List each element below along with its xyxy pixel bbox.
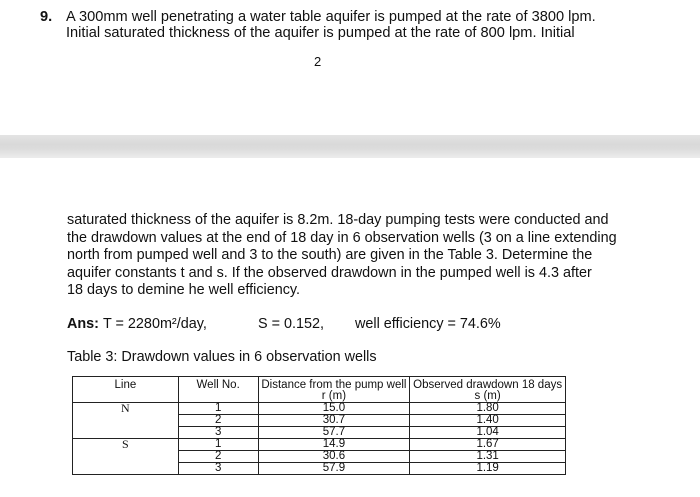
answer-label: Ans:	[67, 316, 99, 332]
continuation-line: saturated thickness of the aquifer is 8.2m. 18-day pumping tests were conducted and	[67, 212, 609, 228]
drawdown-cell: 1.04	[410, 427, 566, 439]
well-cell: 1	[178, 439, 258, 451]
drawdown-cell: 1.40	[410, 415, 566, 427]
answer-s-value: S = 0.152,	[258, 316, 325, 332]
table-row	[73, 403, 566, 415]
line-cell-n: N	[73, 403, 179, 439]
line-cell-s: S	[73, 439, 179, 475]
header-drawdown: Observed drawdown 18 days s (m)	[410, 377, 566, 403]
header-line: Line	[73, 377, 179, 403]
distance-cell: 30.6	[258, 451, 410, 463]
drawdown-cell: 1.80	[410, 403, 566, 415]
drawdown-table	[72, 376, 566, 475]
well-cell: 1	[178, 403, 258, 415]
distance-cell: 14.9	[258, 439, 410, 451]
well-cell: 3	[178, 427, 258, 439]
question-number: 9.	[40, 9, 53, 25]
distance-cell: 57.9	[258, 463, 410, 475]
distance-cell: 30.7	[258, 415, 410, 427]
question-line-2: Initial saturated thickness of the aquifer is pumped at the rate of 800 lpm. Initial	[66, 25, 575, 41]
answer-t-value: T = 2280m²/day,	[103, 316, 207, 332]
continuation-line: aquifer constants t and s. If the observed drawdown in the pumped well is 4.3 after	[67, 264, 592, 281]
header-well-no: Well No.	[178, 377, 258, 403]
continuation-line: north from pumped well and 3 to the south) are given in the Table 3. Determine the	[67, 247, 593, 264]
answer-efficiency: well efficiency = 74.6%	[355, 316, 501, 332]
continuation-line: 18 days to demine he well efficiency.	[67, 282, 301, 299]
drawdown-cell: 1.67	[410, 439, 566, 451]
distance-cell: 57.7	[258, 427, 410, 439]
header-distance: Distance from the pump well r (m)	[258, 377, 410, 403]
page-separator	[0, 135, 700, 158]
table-row	[73, 439, 566, 451]
question-continuation	[67, 212, 627, 300]
continuation-line: the drawdown values at the end of 18 day in 6 observation wells (3 on a line extending	[67, 229, 617, 246]
drawdown-cell: 1.19	[410, 463, 566, 475]
well-cell: 2	[178, 415, 258, 427]
drawdown-cell: 1.31	[410, 451, 566, 463]
question-line-1: A 300mm well penetrating a water table aquifer is pumped at the rate of 3800 lpm.	[66, 9, 596, 25]
page-number: 2	[314, 54, 322, 69]
well-cell: 3	[178, 463, 258, 475]
distance-cell: 15.0	[258, 403, 410, 415]
table-caption: Table 3: Drawdown values in 6 observation wells	[67, 349, 377, 365]
well-cell: 2	[178, 451, 258, 463]
table-header-row	[73, 377, 566, 403]
